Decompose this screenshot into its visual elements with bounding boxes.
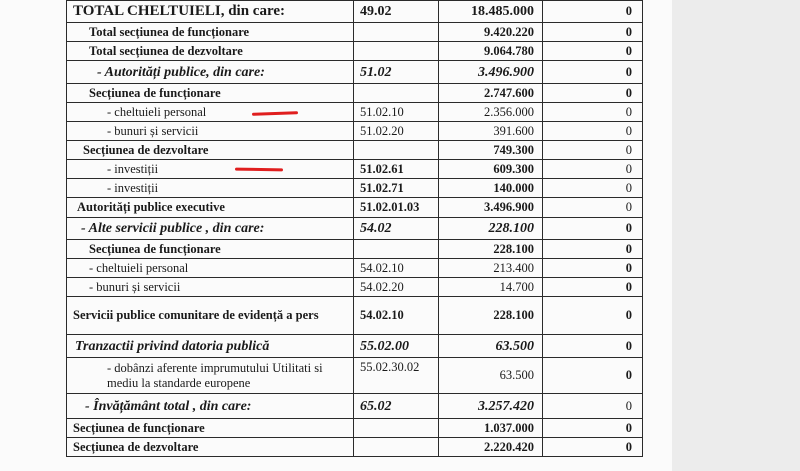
row-amount: 2.220.420 bbox=[439, 438, 543, 457]
row-flag: 0 bbox=[543, 122, 643, 141]
row-code: 55.02.30.02 bbox=[354, 358, 439, 394]
row-flag: 0 bbox=[543, 438, 643, 457]
row-flag: 0 bbox=[543, 1, 643, 23]
budget-table bbox=[66, 0, 643, 457]
table-row bbox=[67, 122, 643, 141]
row-code bbox=[354, 23, 439, 42]
row-amount: 391.600 bbox=[439, 122, 543, 141]
row-amount: 2.747.600 bbox=[439, 84, 543, 103]
row-flag: 0 bbox=[543, 160, 643, 179]
row-label: - cheltuieli personal bbox=[67, 259, 354, 278]
row-amount: 140.000 bbox=[439, 179, 543, 198]
row-code: 51.02 bbox=[354, 61, 439, 84]
row-flag: 0 bbox=[543, 84, 643, 103]
row-code: 54.02 bbox=[354, 218, 439, 240]
table-row bbox=[67, 438, 643, 457]
page-margin bbox=[672, 0, 800, 471]
row-label: Secțiunea de funcționare bbox=[67, 84, 354, 103]
row-label: - Alte servicii publice , din care: bbox=[67, 218, 354, 240]
table-row bbox=[67, 141, 643, 160]
table-row bbox=[67, 1, 643, 23]
row-amount: 228.100 bbox=[439, 240, 543, 259]
row-label: Total secțiunea de dezvoltare bbox=[67, 42, 354, 61]
row-amount: 9.420.220 bbox=[439, 23, 543, 42]
row-label: - investiții bbox=[67, 160, 354, 179]
row-label: Secțiunea de funcționare bbox=[67, 240, 354, 259]
row-label: Secțiunea de dezvoltare bbox=[67, 141, 354, 160]
table-row bbox=[67, 179, 643, 198]
table-row bbox=[67, 103, 643, 122]
row-flag: 0 bbox=[543, 179, 643, 198]
row-code bbox=[354, 141, 439, 160]
row-label: Secțiunea de funcționare bbox=[67, 419, 354, 438]
row-label: - investiții bbox=[67, 179, 354, 198]
table-row bbox=[67, 42, 643, 61]
row-label: - Învățământ total , din care: bbox=[67, 394, 354, 419]
row-flag: 0 bbox=[543, 141, 643, 160]
row-label: Total secțiunea de funcționare bbox=[67, 23, 354, 42]
row-code bbox=[354, 84, 439, 103]
row-amount: 1.037.000 bbox=[439, 419, 543, 438]
row-amount: 63.500 bbox=[439, 335, 543, 358]
row-flag: 0 bbox=[543, 394, 643, 419]
row-amount: 213.400 bbox=[439, 259, 543, 278]
table-row bbox=[67, 240, 643, 259]
row-code: 54.02.10 bbox=[354, 259, 439, 278]
row-flag: 0 bbox=[543, 103, 643, 122]
row-amount: 14.700 bbox=[439, 278, 543, 297]
row-label: Secțiunea de dezvoltare bbox=[67, 438, 354, 457]
row-code: 54.02.20 bbox=[354, 278, 439, 297]
table-row bbox=[67, 23, 643, 42]
row-amount: 3.496.900 bbox=[439, 198, 543, 218]
row-flag: 0 bbox=[543, 23, 643, 42]
row-amount: 3.257.420 bbox=[439, 394, 543, 419]
table-row bbox=[67, 61, 643, 84]
row-amount: 228.100 bbox=[439, 297, 543, 335]
row-flag: 0 bbox=[543, 61, 643, 84]
row-flag: 0 bbox=[543, 278, 643, 297]
row-label: - bunuri și servicii bbox=[67, 278, 354, 297]
row-amount: 3.496.900 bbox=[439, 61, 543, 84]
row-amount: 2.356.000 bbox=[439, 103, 543, 122]
row-label: TOTAL CHELTUIELI, din care: bbox=[67, 1, 354, 23]
row-code: 65.02 bbox=[354, 394, 439, 419]
row-amount: 18.485.000 bbox=[439, 1, 543, 23]
table-row bbox=[67, 419, 643, 438]
table-row bbox=[67, 394, 643, 419]
row-flag: 0 bbox=[543, 297, 643, 335]
row-code bbox=[354, 42, 439, 61]
row-amount: 228.100 bbox=[439, 218, 543, 240]
row-code bbox=[354, 240, 439, 259]
row-code: 51.02.71 bbox=[354, 179, 439, 198]
row-flag: 0 bbox=[543, 240, 643, 259]
row-label: - dobânzi aferente imprumutului Utilitati si mediu la standarde europene bbox=[67, 358, 354, 394]
table-row bbox=[67, 259, 643, 278]
row-amount: 609.300 bbox=[439, 160, 543, 179]
row-label: - cheltuieli personal bbox=[67, 103, 354, 122]
table-row bbox=[67, 297, 643, 335]
row-label: Servicii publice comunitare de evidență a pers bbox=[67, 297, 354, 335]
row-code: 49.02 bbox=[354, 1, 439, 23]
row-code: 55.02.00 bbox=[354, 335, 439, 358]
row-flag: 0 bbox=[543, 358, 643, 394]
row-label: Tranzactii privind datoria publică bbox=[67, 335, 354, 358]
row-label: - bunuri și servicii bbox=[67, 122, 354, 141]
row-amount: 9.064.780 bbox=[439, 42, 543, 61]
row-flag: 0 bbox=[543, 42, 643, 61]
table-row bbox=[67, 198, 643, 218]
table-row bbox=[67, 160, 643, 179]
row-flag: 0 bbox=[543, 419, 643, 438]
row-flag: 0 bbox=[543, 335, 643, 358]
row-amount: 749.300 bbox=[439, 141, 543, 160]
row-flag: 0 bbox=[543, 218, 643, 240]
table-row bbox=[67, 335, 643, 358]
table-row bbox=[67, 358, 643, 394]
row-code: 51.02.10 bbox=[354, 103, 439, 122]
row-code: 51.02.01.03 bbox=[354, 198, 439, 218]
row-code: 54.02.10 bbox=[354, 297, 439, 335]
row-label: - Autorități publice, din care: bbox=[67, 61, 354, 84]
row-label: Autorități publice executive bbox=[67, 198, 354, 218]
row-code: 51.02.20 bbox=[354, 122, 439, 141]
row-code: 51.02.61 bbox=[354, 160, 439, 179]
row-flag: 0 bbox=[543, 259, 643, 278]
table-row bbox=[67, 218, 643, 240]
table-row bbox=[67, 84, 643, 103]
row-code bbox=[354, 438, 439, 457]
row-amount: 63.500 bbox=[439, 358, 543, 394]
table-row bbox=[67, 278, 643, 297]
row-flag: 0 bbox=[543, 198, 643, 218]
row-code bbox=[354, 419, 439, 438]
